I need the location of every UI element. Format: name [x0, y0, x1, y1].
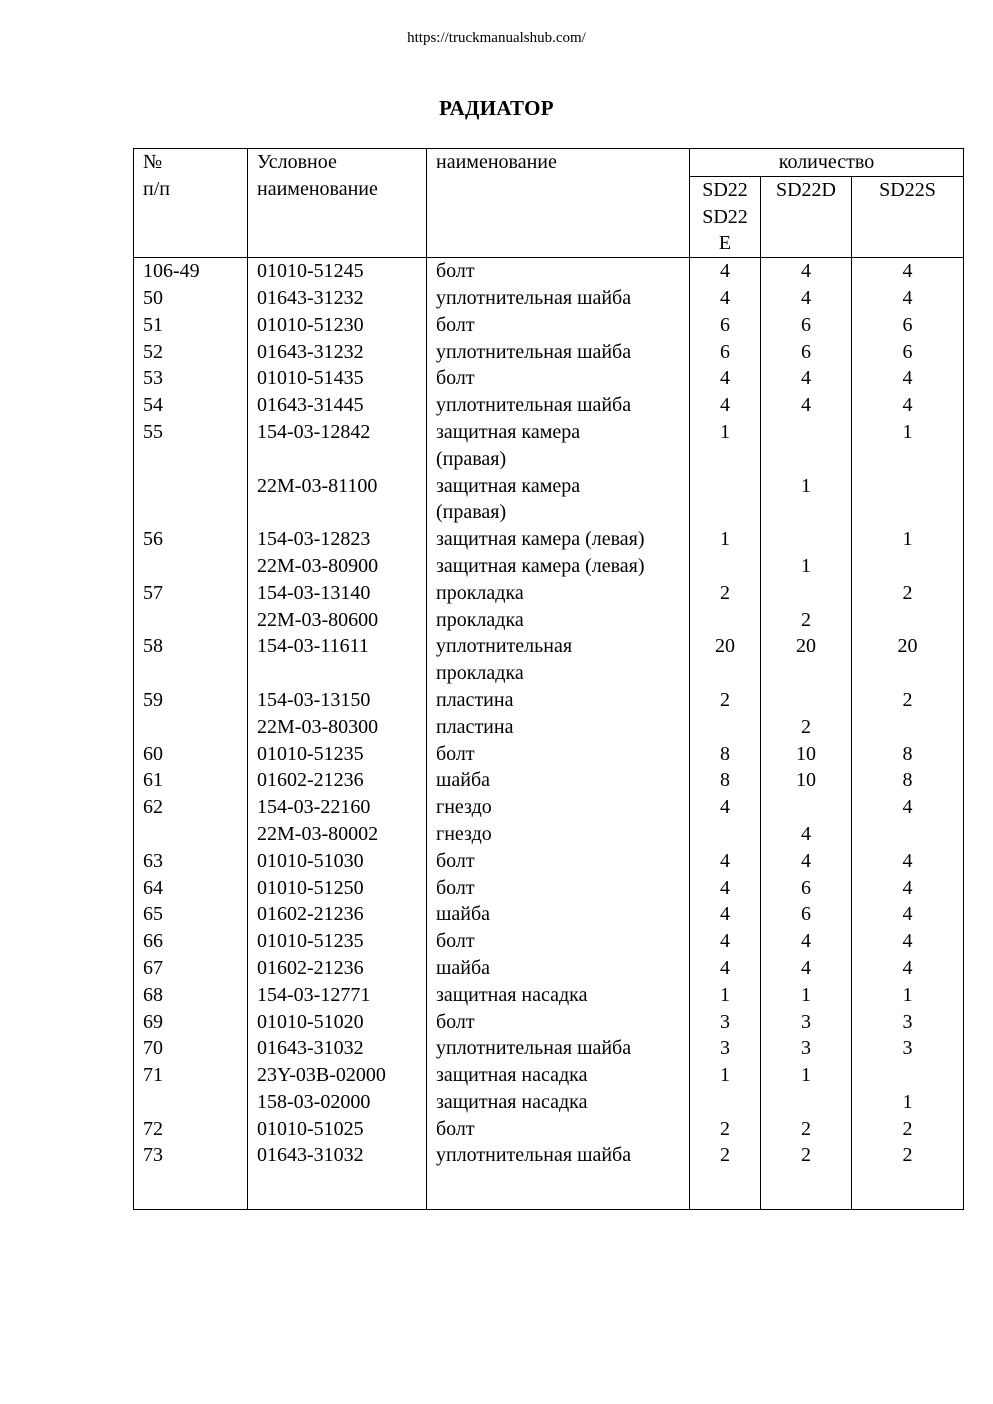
- cell-name: пластина: [427, 687, 690, 714]
- table-row: [134, 1116, 964, 1143]
- table-row: [134, 526, 964, 553]
- cell-number: 60: [134, 741, 248, 768]
- cell-qty-sd22: 20: [690, 633, 761, 660]
- cell-qty-sd22: [690, 499, 761, 526]
- cell-qty-sd22s: 3: [852, 1035, 964, 1062]
- cell-name: гнездо: [427, 794, 690, 821]
- col-header-code-line2: наименование: [257, 177, 378, 200]
- cell-code: 01602-21236: [248, 767, 427, 794]
- model-sd22-line2: SD22: [702, 205, 748, 228]
- col-header-model-sd22s: SD22S: [852, 176, 964, 257]
- cell-name: болт: [427, 258, 690, 285]
- table-row: [134, 875, 964, 902]
- cell-name: прокладка: [427, 660, 690, 687]
- cell-qty-sd22d: 2: [761, 1116, 852, 1143]
- cell-qty-sd22d: 4: [761, 365, 852, 392]
- table-row: [134, 1142, 964, 1169]
- cell-name: шайба: [427, 955, 690, 982]
- cell-name: уплотнительная шайба: [427, 339, 690, 366]
- table-row: [134, 660, 964, 687]
- cell-qty-sd22d: 4: [761, 848, 852, 875]
- table-row: [134, 365, 964, 392]
- model-sd22-line1: SD22: [702, 178, 748, 201]
- cell-qty-sd22: 4: [690, 928, 761, 955]
- cell-qty-sd22s: [852, 607, 964, 634]
- table-row: [134, 258, 964, 285]
- cell-number: 106-49: [134, 258, 248, 285]
- table-row: [134, 339, 964, 366]
- cell-qty-sd22: 4: [690, 901, 761, 928]
- cell-code: 154-03-12771: [248, 982, 427, 1009]
- cell-qty-sd22s: 1: [852, 1089, 964, 1116]
- cell-qty-sd22: 4: [690, 848, 761, 875]
- cell-number: [134, 446, 248, 473]
- cell-name: защитная камера: [427, 473, 690, 500]
- cell-name: уплотнительная шайба: [427, 1035, 690, 1062]
- col-header-code-line1: Условное: [257, 151, 337, 173]
- table-row: [134, 633, 964, 660]
- cell-qty-sd22s: 4: [852, 285, 964, 312]
- cell-qty-sd22: 2: [690, 1116, 761, 1143]
- cell-number: [134, 553, 248, 580]
- cell-name: защитная насадка: [427, 1062, 690, 1089]
- table-row: [134, 580, 964, 607]
- cell-qty-sd22: 8: [690, 767, 761, 794]
- cell-number: [134, 660, 248, 687]
- cell-qty-sd22d: 1: [761, 553, 852, 580]
- empty-cell: [852, 1169, 964, 1210]
- cell-qty-sd22d: 2: [761, 714, 852, 741]
- cell-qty-sd22: 6: [690, 312, 761, 339]
- cell-qty-sd22s: 6: [852, 312, 964, 339]
- cell-qty-sd22: 4: [690, 955, 761, 982]
- cell-qty-sd22d: [761, 660, 852, 687]
- cell-qty-sd22d: 4: [761, 285, 852, 312]
- cell-name: болт: [427, 928, 690, 955]
- cell-qty-sd22: 1: [690, 526, 761, 553]
- empty-cell: [761, 1169, 852, 1210]
- cell-qty-sd22s: [852, 446, 964, 473]
- cell-name: защитная камера: [427, 419, 690, 446]
- cell-name: болт: [427, 365, 690, 392]
- cell-qty-sd22s: 2: [852, 1142, 964, 1169]
- cell-name: (правая): [427, 499, 690, 526]
- cell-name: защитная насадка: [427, 982, 690, 1009]
- cell-qty-sd22d: 2: [761, 1142, 852, 1169]
- col-header-number-line1: №: [143, 151, 163, 173]
- cell-qty-sd22s: 4: [852, 928, 964, 955]
- cell-code: 154-03-11611: [248, 633, 427, 660]
- cell-number: 63: [134, 848, 248, 875]
- cell-qty-sd22: 4: [690, 392, 761, 419]
- cell-code: 01643-31032: [248, 1035, 427, 1062]
- cell-qty-sd22d: [761, 499, 852, 526]
- table-row: [134, 473, 964, 500]
- cell-name: болт: [427, 741, 690, 768]
- cell-qty-sd22d: 3: [761, 1009, 852, 1036]
- cell-number: 66: [134, 928, 248, 955]
- cell-code: 01643-31232: [248, 285, 427, 312]
- cell-qty-sd22: 6: [690, 339, 761, 366]
- cell-name: шайба: [427, 767, 690, 794]
- table-row: [134, 446, 964, 473]
- cell-qty-sd22d: 1: [761, 473, 852, 500]
- cell-name: прокладка: [427, 607, 690, 634]
- cell-number: 56: [134, 526, 248, 553]
- cell-qty-sd22d: [761, 526, 852, 553]
- table-row: [134, 553, 964, 580]
- cell-qty-sd22s: [852, 553, 964, 580]
- cell-qty-sd22d: 1: [761, 982, 852, 1009]
- cell-qty-sd22s: 1: [852, 419, 964, 446]
- cell-qty-sd22: [690, 660, 761, 687]
- cell-code: 01643-31032: [248, 1142, 427, 1169]
- cell-code: 01643-31445: [248, 392, 427, 419]
- cell-qty-sd22: 2: [690, 687, 761, 714]
- cell-code: 01010-51230: [248, 312, 427, 339]
- cell-qty-sd22d: 4: [761, 928, 852, 955]
- cell-number: 57: [134, 580, 248, 607]
- cell-code: 154-03-12842: [248, 419, 427, 446]
- cell-name: болт: [427, 848, 690, 875]
- cell-qty-sd22: 4: [690, 875, 761, 902]
- cell-code: 01602-21236: [248, 901, 427, 928]
- cell-name: болт: [427, 1009, 690, 1036]
- cell-code: 154-03-12823: [248, 526, 427, 553]
- cell-qty-sd22s: 4: [852, 365, 964, 392]
- cell-code: 154-03-13140: [248, 580, 427, 607]
- cell-name: болт: [427, 312, 690, 339]
- cell-number: 61: [134, 767, 248, 794]
- cell-qty-sd22s: 4: [852, 258, 964, 285]
- cell-qty-sd22s: 2: [852, 580, 964, 607]
- cell-code: 01010-51245: [248, 258, 427, 285]
- table-row: [134, 1035, 964, 1062]
- table-row: [134, 392, 964, 419]
- cell-number: 72: [134, 1116, 248, 1143]
- cell-qty-sd22: 1: [690, 419, 761, 446]
- cell-qty-sd22: 4: [690, 285, 761, 312]
- cell-qty-sd22s: 8: [852, 767, 964, 794]
- table-row: [134, 955, 964, 982]
- cell-qty-sd22s: 6: [852, 339, 964, 366]
- cell-code: 01010-51025: [248, 1116, 427, 1143]
- table-row: [134, 901, 964, 928]
- cell-qty-sd22: [690, 714, 761, 741]
- cell-number: 62: [134, 794, 248, 821]
- cell-number: 73: [134, 1142, 248, 1169]
- cell-qty-sd22d: 4: [761, 955, 852, 982]
- cell-name: шайба: [427, 901, 690, 928]
- cell-code: 22M-03-80002: [248, 821, 427, 848]
- cell-qty-sd22d: [761, 1089, 852, 1116]
- cell-qty-sd22: [690, 473, 761, 500]
- table-row: [134, 419, 964, 446]
- cell-number: 64: [134, 875, 248, 902]
- table-row: [134, 982, 964, 1009]
- cell-number: 69: [134, 1009, 248, 1036]
- empty-cell: [134, 1169, 248, 1210]
- cell-qty-sd22s: 3: [852, 1009, 964, 1036]
- empty-cell: [427, 1169, 690, 1210]
- cell-qty-sd22: [690, 607, 761, 634]
- cell-qty-sd22: [690, 446, 761, 473]
- cell-qty-sd22s: [852, 821, 964, 848]
- cell-name: болт: [427, 1116, 690, 1143]
- table-row: [134, 1062, 964, 1089]
- table-row: [134, 687, 964, 714]
- table-row: [134, 714, 964, 741]
- empty-cell: [248, 1169, 427, 1210]
- cell-qty-sd22d: [761, 794, 852, 821]
- cell-code: [248, 660, 427, 687]
- cell-qty-sd22d: [761, 446, 852, 473]
- cell-code: 01643-31232: [248, 339, 427, 366]
- cell-qty-sd22: 2: [690, 580, 761, 607]
- cell-qty-sd22s: 4: [852, 794, 964, 821]
- cell-qty-sd22d: 10: [761, 767, 852, 794]
- col-header-model-sd22d: SD22D: [761, 176, 852, 257]
- cell-name: уплотнительная шайба: [427, 285, 690, 312]
- cell-qty-sd22s: 4: [852, 875, 964, 902]
- cell-name: гнездо: [427, 821, 690, 848]
- cell-name: защитная камера (левая): [427, 553, 690, 580]
- cell-code: 23Y-03B-02000: [248, 1062, 427, 1089]
- cell-qty-sd22: [690, 1089, 761, 1116]
- cell-number: 68: [134, 982, 248, 1009]
- parts-table: [133, 148, 964, 1210]
- cell-name: защитная камера (левая): [427, 526, 690, 553]
- cell-qty-sd22s: 4: [852, 392, 964, 419]
- cell-code: 22M-03-80900: [248, 553, 427, 580]
- cell-name: уплотнительная шайба: [427, 1142, 690, 1169]
- cell-qty-sd22s: 20: [852, 633, 964, 660]
- table-row: [134, 741, 964, 768]
- cell-number: [134, 607, 248, 634]
- cell-number: 59: [134, 687, 248, 714]
- cell-qty-sd22s: 1: [852, 526, 964, 553]
- cell-qty-sd22d: 1: [761, 1062, 852, 1089]
- table-body: [134, 258, 964, 1210]
- cell-qty-sd22d: [761, 580, 852, 607]
- cell-qty-sd22d: 2: [761, 607, 852, 634]
- cell-qty-sd22: [690, 821, 761, 848]
- cell-qty-sd22d: 20: [761, 633, 852, 660]
- cell-qty-sd22s: 4: [852, 848, 964, 875]
- cell-qty-sd22s: [852, 473, 964, 500]
- cell-qty-sd22d: 3: [761, 1035, 852, 1062]
- table-row: [134, 928, 964, 955]
- cell-number: 50: [134, 285, 248, 312]
- cell-qty-sd22s: [852, 1062, 964, 1089]
- cell-name: прокладка: [427, 580, 690, 607]
- cell-qty-sd22: 8: [690, 741, 761, 768]
- cell-qty-sd22s: 8: [852, 741, 964, 768]
- cell-number: [134, 499, 248, 526]
- cell-code: 22M-03-80300: [248, 714, 427, 741]
- table-row: [134, 821, 964, 848]
- cell-qty-sd22: 3: [690, 1009, 761, 1036]
- table-row: [134, 848, 964, 875]
- cell-qty-sd22d: [761, 419, 852, 446]
- cell-qty-sd22d: [761, 687, 852, 714]
- cell-code: 154-03-22160: [248, 794, 427, 821]
- cell-number: [134, 1089, 248, 1116]
- cell-qty-sd22: 3: [690, 1035, 761, 1062]
- col-header-model-sd22: [690, 176, 761, 257]
- cell-qty-sd22s: [852, 499, 964, 526]
- cell-qty-sd22d: 4: [761, 821, 852, 848]
- cell-code: [248, 499, 427, 526]
- table-header: [134, 149, 964, 258]
- cell-qty-sd22d: 6: [761, 875, 852, 902]
- cell-code: [248, 446, 427, 473]
- page-title: РАДИАТОР: [439, 96, 554, 120]
- table-row: [134, 607, 964, 634]
- table-row: [134, 1089, 964, 1116]
- cell-number: 53: [134, 365, 248, 392]
- cell-name: уплотнительная шайба: [427, 392, 690, 419]
- cell-qty-sd22d: 6: [761, 339, 852, 366]
- cell-qty-sd22d: 6: [761, 312, 852, 339]
- table-row: [134, 285, 964, 312]
- cell-qty-sd22s: 2: [852, 1116, 964, 1143]
- col-header-name: наименование: [427, 149, 690, 258]
- cell-qty-sd22: 4: [690, 794, 761, 821]
- cell-name: уплотнительная: [427, 633, 690, 660]
- source-url: https://truckmanualshub.com/: [407, 30, 586, 46]
- empty-cell: [690, 1169, 761, 1210]
- table-row: [134, 1009, 964, 1036]
- cell-code: 158-03-02000: [248, 1089, 427, 1116]
- table-footer-space: [134, 1169, 964, 1210]
- cell-qty-sd22s: 4: [852, 901, 964, 928]
- cell-qty-sd22d: 10: [761, 741, 852, 768]
- cell-qty-sd22: 2: [690, 1142, 761, 1169]
- cell-qty-sd22s: 2: [852, 687, 964, 714]
- col-header-code: [248, 149, 427, 258]
- col-header-number-line2: п/п: [143, 177, 170, 200]
- cell-name: пластина: [427, 714, 690, 741]
- cell-code: 01010-51235: [248, 741, 427, 768]
- cell-code: 01010-51030: [248, 848, 427, 875]
- table-row: [134, 794, 964, 821]
- cell-qty-sd22s: 1: [852, 982, 964, 1009]
- cell-number: 55: [134, 419, 248, 446]
- cell-code: 01602-21236: [248, 955, 427, 982]
- cell-qty-sd22s: 4: [852, 955, 964, 982]
- cell-number: [134, 714, 248, 741]
- cell-qty-sd22d: 4: [761, 258, 852, 285]
- cell-qty-sd22d: 4: [761, 392, 852, 419]
- cell-number: 71: [134, 1062, 248, 1089]
- model-sd22-line3: E: [718, 232, 732, 255]
- cell-qty-sd22s: [852, 660, 964, 687]
- cell-number: 70: [134, 1035, 248, 1062]
- col-header-number: [134, 149, 248, 258]
- cell-number: 65: [134, 901, 248, 928]
- cell-code: 01010-51435: [248, 365, 427, 392]
- cell-name: (правая): [427, 446, 690, 473]
- cell-number: 67: [134, 955, 248, 982]
- cell-number: 51: [134, 312, 248, 339]
- table-row: [134, 312, 964, 339]
- col-header-quantity: количество: [690, 149, 964, 177]
- cell-code: 154-03-13150: [248, 687, 427, 714]
- cell-qty-sd22d: 6: [761, 901, 852, 928]
- cell-number: [134, 821, 248, 848]
- cell-qty-sd22: 4: [690, 258, 761, 285]
- cell-qty-sd22: [690, 553, 761, 580]
- table-row: [134, 499, 964, 526]
- cell-number: 52: [134, 339, 248, 366]
- cell-qty-sd22: 1: [690, 982, 761, 1009]
- cell-number: 54: [134, 392, 248, 419]
- cell-number: [134, 473, 248, 500]
- cell-qty-sd22: 4: [690, 365, 761, 392]
- cell-code: 22M-03-81100: [248, 473, 427, 500]
- cell-name: болт: [427, 875, 690, 902]
- table-row: [134, 767, 964, 794]
- cell-code: 01010-51020: [248, 1009, 427, 1036]
- cell-number: 58: [134, 633, 248, 660]
- cell-qty-sd22: 1: [690, 1062, 761, 1089]
- cell-code: 01010-51235: [248, 928, 427, 955]
- cell-code: 01010-51250: [248, 875, 427, 902]
- cell-qty-sd22s: [852, 714, 964, 741]
- cell-name: защитная насадка: [427, 1089, 690, 1116]
- cell-code: 22M-03-80600: [248, 607, 427, 634]
